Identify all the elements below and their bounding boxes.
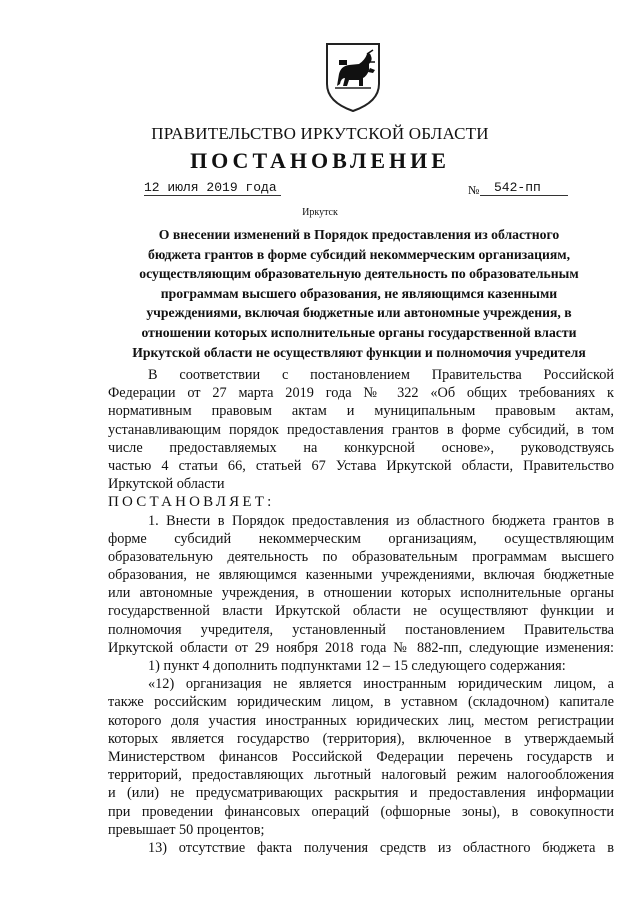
body-line: «12) организация не является иностранным юридическим лицом, а bbox=[148, 676, 614, 693]
heading-line: Иркутской области не осуществляют функции и полномочия учредителя bbox=[132, 344, 586, 360]
heading-line: программам высшего образования, не являющимся казенными bbox=[160, 285, 558, 301]
body-line: форме субсидий некоммерческим организациям, осуществляющим bbox=[108, 530, 614, 547]
body-line: превышает 50 процентов; bbox=[108, 821, 265, 838]
body-line: при проведении финансовых операций (офшорные зоны), в совокупности bbox=[108, 803, 614, 820]
body-line: территорий, предоставляющих льготный налоговый режим налогообложения bbox=[108, 767, 614, 784]
resolves-keyword: ПОСТАНОВЛЯЕТ: bbox=[108, 494, 275, 511]
body-line: нормативным правовым актам и муниципальным правовым актам, bbox=[108, 403, 614, 420]
body-line: частью 4 статьи 66, статьей 67 Устава Иркутской области, Правительство bbox=[108, 457, 614, 474]
body-line: В соответствии с постановлением Правительства Российской bbox=[148, 367, 614, 383]
body-line: Иркутской области bbox=[108, 476, 225, 493]
body-line: и (или) не предусматривающих раскрытия и предоставления информации bbox=[108, 785, 614, 802]
heading-line: отношении которых исполнительные органы государственной власти bbox=[141, 324, 577, 340]
document-heading bbox=[104, 225, 614, 362]
body-line: 1) пункт 4 дополнить подпунктами 12 – 15 следующего содержания: bbox=[148, 658, 566, 674]
heading-line: осуществляющим образовательную деятельность по образовательным bbox=[139, 266, 579, 282]
body-line: которых является государство (территория), включенное в утверждаемый bbox=[108, 730, 614, 747]
body-line: также российским юридическим лицом, в уставном (складочном) капитале bbox=[108, 694, 614, 711]
heading-line: О внесении изменений в Порядок предоставления из областного bbox=[158, 227, 560, 242]
city: Иркутск bbox=[302, 207, 338, 218]
body-line: государственной власти Иркутской области не осуществляют функции и bbox=[108, 603, 614, 620]
body-line: или автономные учреждения, в отношении которых исполнительные органы bbox=[108, 585, 614, 602]
irkutsk-coat-of-arms-babr-icon bbox=[323, 40, 383, 114]
document-date: 12 июля 2019 года bbox=[144, 180, 281, 196]
body-line: которого доля участия иностранных юридических лиц, местом регистрации bbox=[108, 712, 614, 729]
body-line: устанавливающим порядок предоставления грантов в форме субсидий, в том bbox=[108, 421, 614, 438]
body-line: числе предоставляемых на конкурсной основе», руководствуясь bbox=[108, 439, 614, 456]
body-line: полномочия учредителя, установленный постановлением Правительства bbox=[108, 621, 614, 638]
body-line: Федерации от 27 марта 2019 года № 322 «Об общих требованиях к bbox=[108, 385, 614, 402]
body-line: образовательную деятельность по образовательным программам высшего bbox=[108, 548, 614, 565]
body-line: 1. Внести в Порядок предоставления из областного бюджета грантов в bbox=[148, 512, 614, 529]
body-line: Иркутской области от 29 ноября 2018 года № 882-пп, следующие изменения: bbox=[108, 639, 614, 656]
number-label: № bbox=[468, 183, 480, 197]
body-line: 13) отсутствие факта получения средств из областного бюджета в bbox=[148, 839, 614, 856]
heading-line: учреждениями, включая бюджетные или автономные учреждения, в bbox=[146, 305, 572, 321]
document-body bbox=[108, 366, 614, 857]
document-type: ПОСТАНОВЛЕНИЕ bbox=[190, 148, 450, 173]
heading-line: бюджета грантов в форме субсидий некоммерческим организациям, bbox=[147, 246, 571, 262]
document-number: 542-пп bbox=[480, 180, 568, 196]
body-line: Министерством финансов Российской Федерации перечень государств и bbox=[108, 748, 614, 765]
government-name: ПРАВИТЕЛЬСТВО ИРКУТСКОЙ ОБЛАСТИ bbox=[151, 124, 489, 143]
body-line: образования, не являющимся казенными учреждениями, включая бюджетные bbox=[108, 567, 614, 584]
